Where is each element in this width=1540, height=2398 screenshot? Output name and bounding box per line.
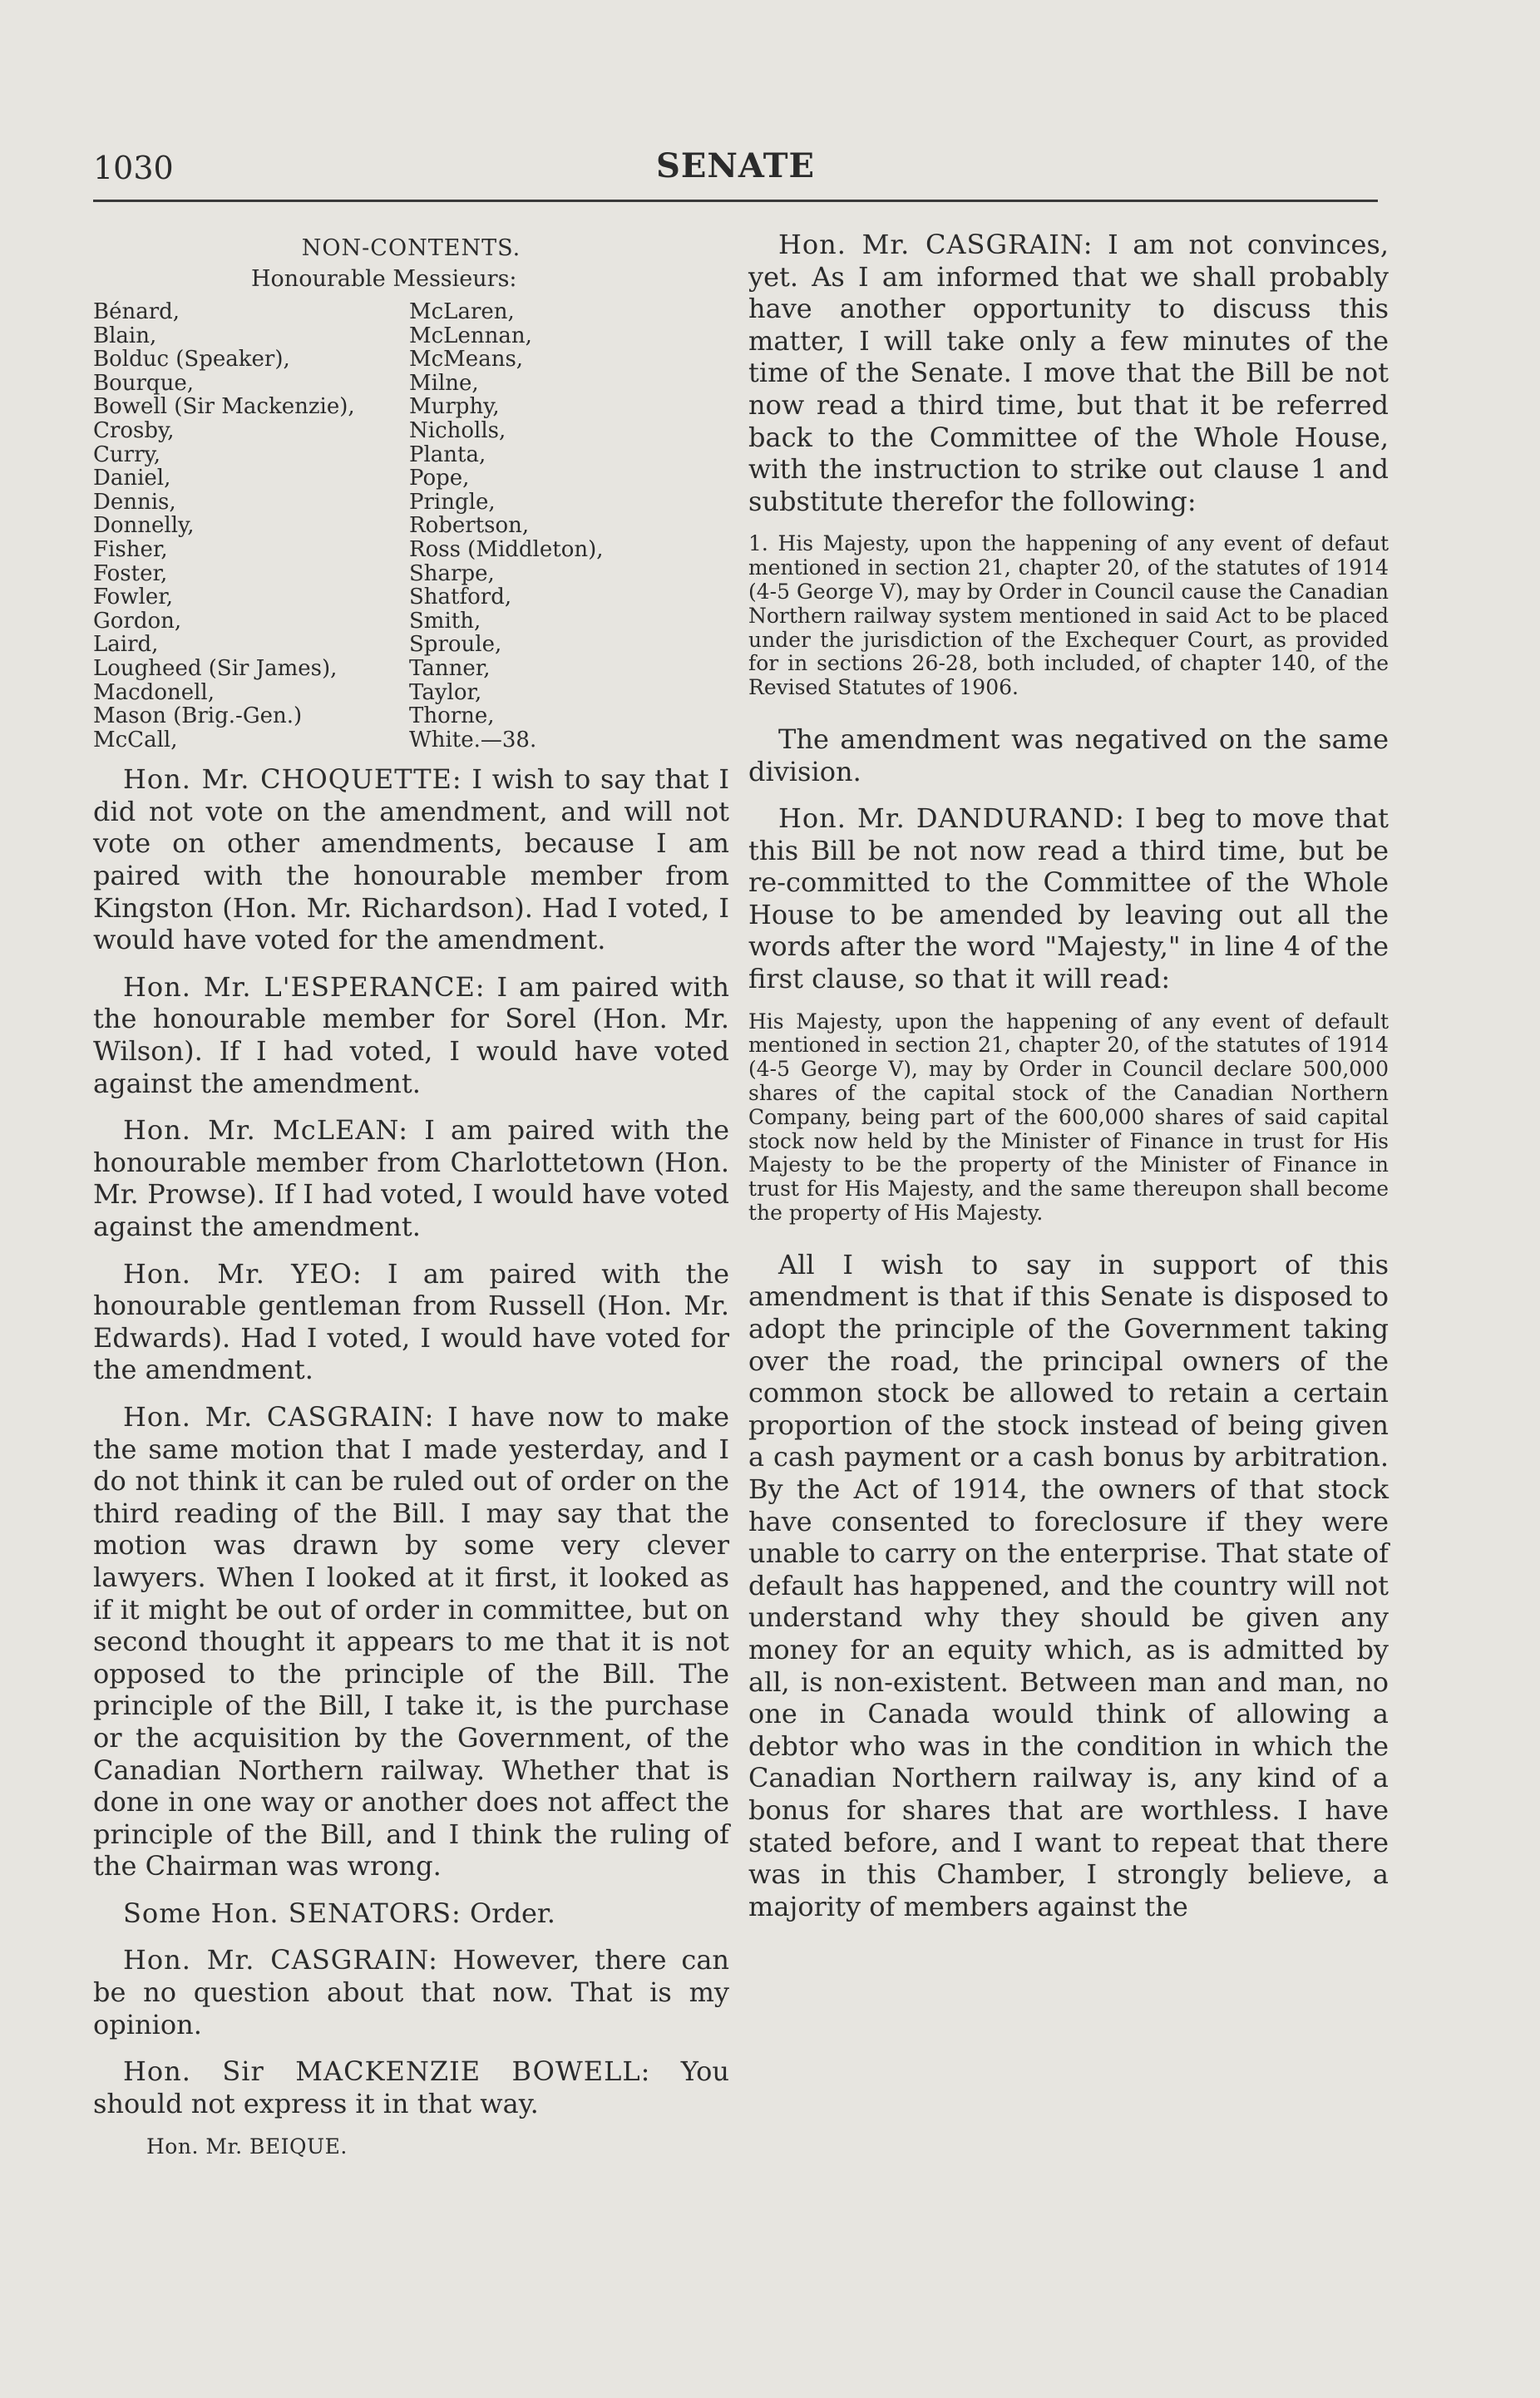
speaker-name: Hon. Mr. L'ESPERANCE:: [123, 970, 486, 1003]
list-item: Donnelly,: [93, 513, 195, 539]
speaker-name: Hon. Mr. CASGRAIN:: [778, 229, 1093, 260]
speech-dandurand: [748, 802, 1389, 995]
speech-text: I am paired with the honourable member for Sorel (Hon. Mr. Wilson). If I had voted, I would have voted against the amendment.: [93, 970, 730, 1099]
right-column: [748, 229, 1389, 1937]
vote-list-col1: [93, 300, 409, 752]
list-item: Laird,: [93, 632, 159, 658]
speech-text: I am paired with the honourable member from Charlottetown (Hon. Mr. Prowse). If I had voted, I would have voted against the amendment.: [93, 1114, 729, 1242]
speaker-name: Hon. Mr. DANDURAND:: [778, 802, 1125, 835]
vote-subheading: Honourable Messieurs:: [251, 266, 517, 292]
amendment-quote-1: 1. His Majesty, upon the happening of any event of defaut mentioned in section 21, chapter 20, of the statutes of 1914 (4-5 George V), may by Order in Council cause the Canadian Northern railway system mentioned in said Act to be placed under the jurisdiction of the Exchequer Court, as provided for in sections 26-28, both included, of chapter 140, of the Revised Statutes of 1906.: [748, 531, 1389, 700]
list-item: Fisher,: [93, 536, 168, 562]
list-item: Nicholls,: [409, 417, 506, 443]
next-speaker-note: Hon. Mr. BEIQUE.: [146, 2134, 348, 2159]
list-item: Robertson,: [409, 513, 530, 539]
speech-yeo: [93, 1258, 729, 1386]
speech-text: I am not convinces, yet. As I am informed that we shall probably have another opportunity to discuss this matter, I will take only a few minutes of the time of the Senate. I move that the Bill be not now read a third time, but that it be referred back to the Committee of the Whole House, with the instruction to strike out clause 1 and substitute therefor the following:: [748, 229, 1389, 517]
list-item: Blain,: [93, 323, 157, 348]
list-item: Mason (Brig.-Gen.): [93, 703, 303, 729]
speaker-name: Hon. Mr. CHOQUETTE:: [123, 763, 462, 796]
list-item: Sharpe,: [409, 560, 495, 586]
list-item: Thorne,: [409, 703, 495, 729]
speech-casgrain-2: [93, 1944, 729, 2040]
list-item: McCall,: [93, 727, 178, 752]
speaker-name: Hon. Mr. CASGRAIN:: [123, 1944, 438, 1976]
list-item: Crosby,: [93, 417, 175, 443]
list-item: Bowell (Sir Mackenzie),: [93, 394, 355, 420]
speech-senators: [93, 1897, 729, 1930]
page-number: 1030: [93, 150, 174, 186]
speech-text: I wish to say that I did not vote on the amendment, and will not vote on other amendments, because I am paired with the honourable member from Kingston (Hon. Mr. Richardson). Had I voted, I would have voted for the amendment.: [93, 763, 730, 956]
list-item: Pringle,: [409, 489, 496, 515]
support-paragraph: All I wish to say in support of this amendment is that if this Senate is disposed to adopt the principle of the Government taking over the road, the principal owners of the common stock be allowed to retain a certain proportion of the stock instead of being given a cash payment or a cash bonus by arbitration. By the Act of 1914, the owners of that stock have consented to foreclosure if they were unable to carry on the enterprise. That state of default has happened, and the country will not understand why they should be given any money for an equity which, as is admitted by all, is non-existent. Between man and man, no one in Canada would think of allowing a debtor who was in the condition in which the Canadian Northern railway is, any kind of a bonus for shares that are worthless. I have stated before, and I want to repeat that there was in this Chamber, I strongly believe, a majority of members against the: [748, 1248, 1389, 1922]
speech-text: However, there can be no question about that now. That is my opinion.: [93, 1944, 730, 2040]
list-item: Bourque,: [93, 370, 194, 396]
list-item: McLennan,: [409, 323, 532, 348]
list-item: Pope,: [409, 466, 470, 491]
list-item: Bénard,: [93, 299, 180, 324]
speech-text: I beg to move that this Bill be not now read a third time, but be re-committed to the Committee of the Whole House to be amended by leaving out all the words after the word "Majesty," in line 4 of the first clause, so that it will read:: [748, 802, 1389, 995]
speech-text: Order.: [461, 1897, 555, 1929]
speech-lesperance: [93, 971, 729, 1099]
list-item: Shatford,: [409, 585, 512, 610]
speech-text: I am paired with the honourable gentleman from Russell (Hon. Mr. Edwards). Had I voted, I would have voted for the amendment.: [93, 1257, 729, 1386]
header-rule: [93, 200, 1378, 202]
list-item: Sproule,: [409, 632, 502, 658]
speaker-name: Hon. Sir MACKENZIE BOWELL:: [123, 2055, 651, 2088]
speech-text: You should not express it in that way.: [93, 2055, 730, 2119]
speech-casgrain-1: [93, 1401, 729, 1882]
running-head: SENATE: [655, 146, 816, 185]
vote-list: [93, 300, 729, 752]
speech-bowell: [93, 2055, 729, 2119]
speaker-name: Some Hon. SENATORS:: [123, 1897, 462, 1929]
speaker-name: Hon. Mr. YEO:: [123, 1257, 363, 1290]
list-item: Smith,: [409, 608, 481, 634]
speech-choquette: [93, 763, 729, 956]
list-item: Daniel,: [93, 466, 171, 491]
list-item: White.—38.: [409, 727, 537, 752]
speech-mclean: [93, 1114, 729, 1242]
vote-heading: NON-CONTENTS.: [301, 235, 521, 261]
speech-casgrain-3: [748, 229, 1389, 517]
list-item: McLaren,: [409, 299, 515, 324]
list-item: Tanner,: [409, 655, 491, 681]
speech-text: I have now to make the same motion that I made yesterday, and I do not think it can be ruled out of order on the third reading of the Bill. I may say that the motion was drawn by some very clever lawyers. When I looked at it first, it looked as if it might be out of order in committee, but on second thought it appears to me that it is not opposed to the principle of the Bill. The principle of the Bill, I take it, is the purchase or the acquisition by the Government, of the Canadian Northern railway. Whether that is done in one way or another does not affect the principle of the Bill, and I think the ruling of the Chairman was wrong.: [93, 1400, 730, 1882]
page-header: [93, 140, 1378, 206]
list-item: Macdonell,: [93, 679, 215, 705]
vote-list-col2: [409, 300, 604, 752]
negatived-paragraph: The amendment was negatived on the same division.: [748, 723, 1389, 787]
list-item: Fowler,: [93, 585, 174, 610]
amendment-quote-2: His Majesty, upon the happening of any event of default mentioned in section 21, chapter 20, of the statutes of 1914 (4-5 George V), may by Order in Council declare 500,000 shares of the capital stock of the Canadian Northern Company, being part of the 600,000 shares of said capital stock now held by the Minister of Finance in trust for His Majesty to be the property of the Minister of Finance in trust for His Majesty, and the same thereupon shall become the property of His Majesty.: [748, 1009, 1389, 1226]
list-item: Foster,: [93, 560, 168, 586]
list-item: Planta,: [409, 442, 486, 467]
speaker-name: Hon. Mr. CASGRAIN:: [123, 1400, 435, 1433]
list-item: Milne,: [409, 370, 479, 396]
list-item: McMeans,: [409, 347, 524, 373]
list-item: Ross (Middleton),: [409, 536, 604, 562]
list-item: Gordon,: [93, 608, 182, 634]
list-item: Taylor,: [409, 679, 482, 705]
left-column: [93, 229, 729, 2159]
list-item: Bolduc (Speaker),: [93, 347, 290, 373]
list-item: Lougheed (Sir James),: [93, 655, 338, 681]
list-item: Curry,: [93, 442, 160, 467]
list-item: Dennis,: [93, 489, 176, 515]
speaker-name: Hon. Mr. McLEAN:: [123, 1114, 409, 1147]
list-item: Murphy,: [409, 394, 500, 420]
